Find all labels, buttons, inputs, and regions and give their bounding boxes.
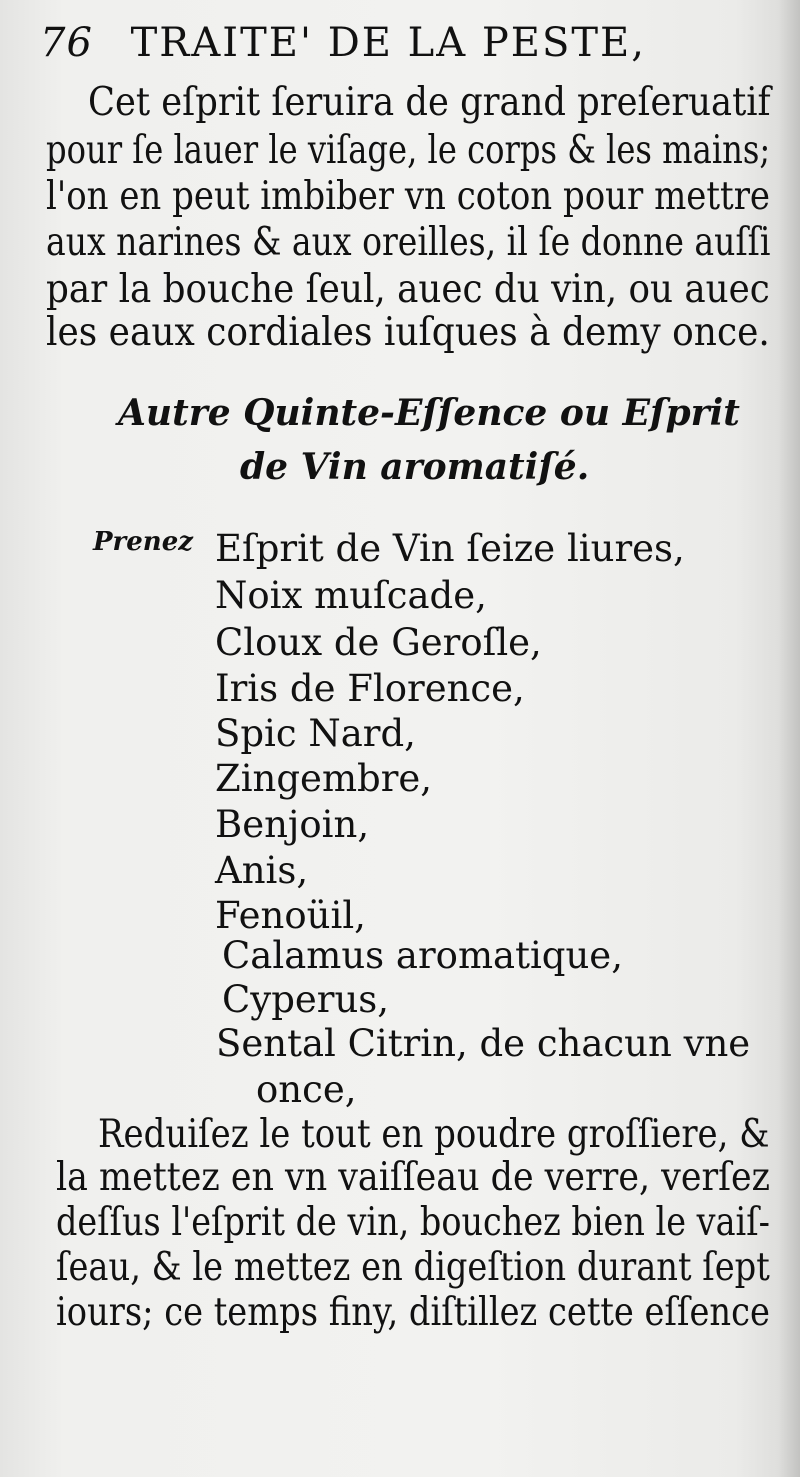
text-line: ſeau, & le mettez en digeſtion durant ſept xyxy=(56,1245,770,1290)
ingredient-line: Fenoüil, xyxy=(215,894,366,937)
text-line: par la bouche ſeul, auec du vin, ou auec xyxy=(46,267,770,312)
ingredient-line: Benjoin, xyxy=(215,803,370,846)
ingredient-line: Cyperus, xyxy=(222,978,390,1021)
ingredient-line: Calamus aromatique, xyxy=(222,934,623,977)
ingredient-line: Zingembre, xyxy=(215,757,433,800)
ingredient-line: Eſprit de Vin ſeize liures, xyxy=(215,527,685,570)
running-title: TRAITE' DE LA PESTE, xyxy=(130,20,646,66)
ingredient-line: Sental Citrin, de chacun vne xyxy=(216,1022,751,1065)
text-line: l'on en peut imbiber vn coton pour mettre xyxy=(46,174,771,219)
text-line: les eaux cordiales iuſques à demy once. xyxy=(46,310,770,355)
text-line: aux narines & aux oreilles, il ſe donne auſſi xyxy=(46,220,771,265)
text-line: Reduiſez le tout en poudre groſſiere, & xyxy=(98,1112,770,1157)
ingredient-line: Spic Nard, xyxy=(215,712,416,755)
ingredient-line: once, xyxy=(256,1068,357,1111)
page-gutter-shadow xyxy=(778,0,800,1477)
ingredient-line: Noix muſcade, xyxy=(215,574,487,617)
ingredient-line: Cloux de Geroſle, xyxy=(215,621,542,664)
page-number: 76 xyxy=(40,20,93,66)
text-line: la mettez en vn vaiſſeau de verre, verſez xyxy=(56,1155,771,1200)
heading-line: Autre Quinte-Eſſence ou Eſprit xyxy=(118,392,740,434)
text-line: iours; ce temps finy, diſtillez cette eſſence xyxy=(56,1290,770,1335)
text-line: deſſus l'eſprit de vin, bouchez bien le vaiſ- xyxy=(56,1200,770,1245)
page-header xyxy=(40,20,646,66)
heading-line: de Vin aromatiſé. xyxy=(240,446,590,488)
text-line: Cet eſprit ſeruira de grand preſeruatif xyxy=(88,80,771,125)
ingredient-line: Iris de Florence, xyxy=(215,667,525,710)
ingredient-line: Anis, xyxy=(215,849,309,892)
text-line: pour ſe lauer le viſage, le corps & les mains; xyxy=(46,128,771,173)
prenez-label: Prenez xyxy=(93,527,194,557)
